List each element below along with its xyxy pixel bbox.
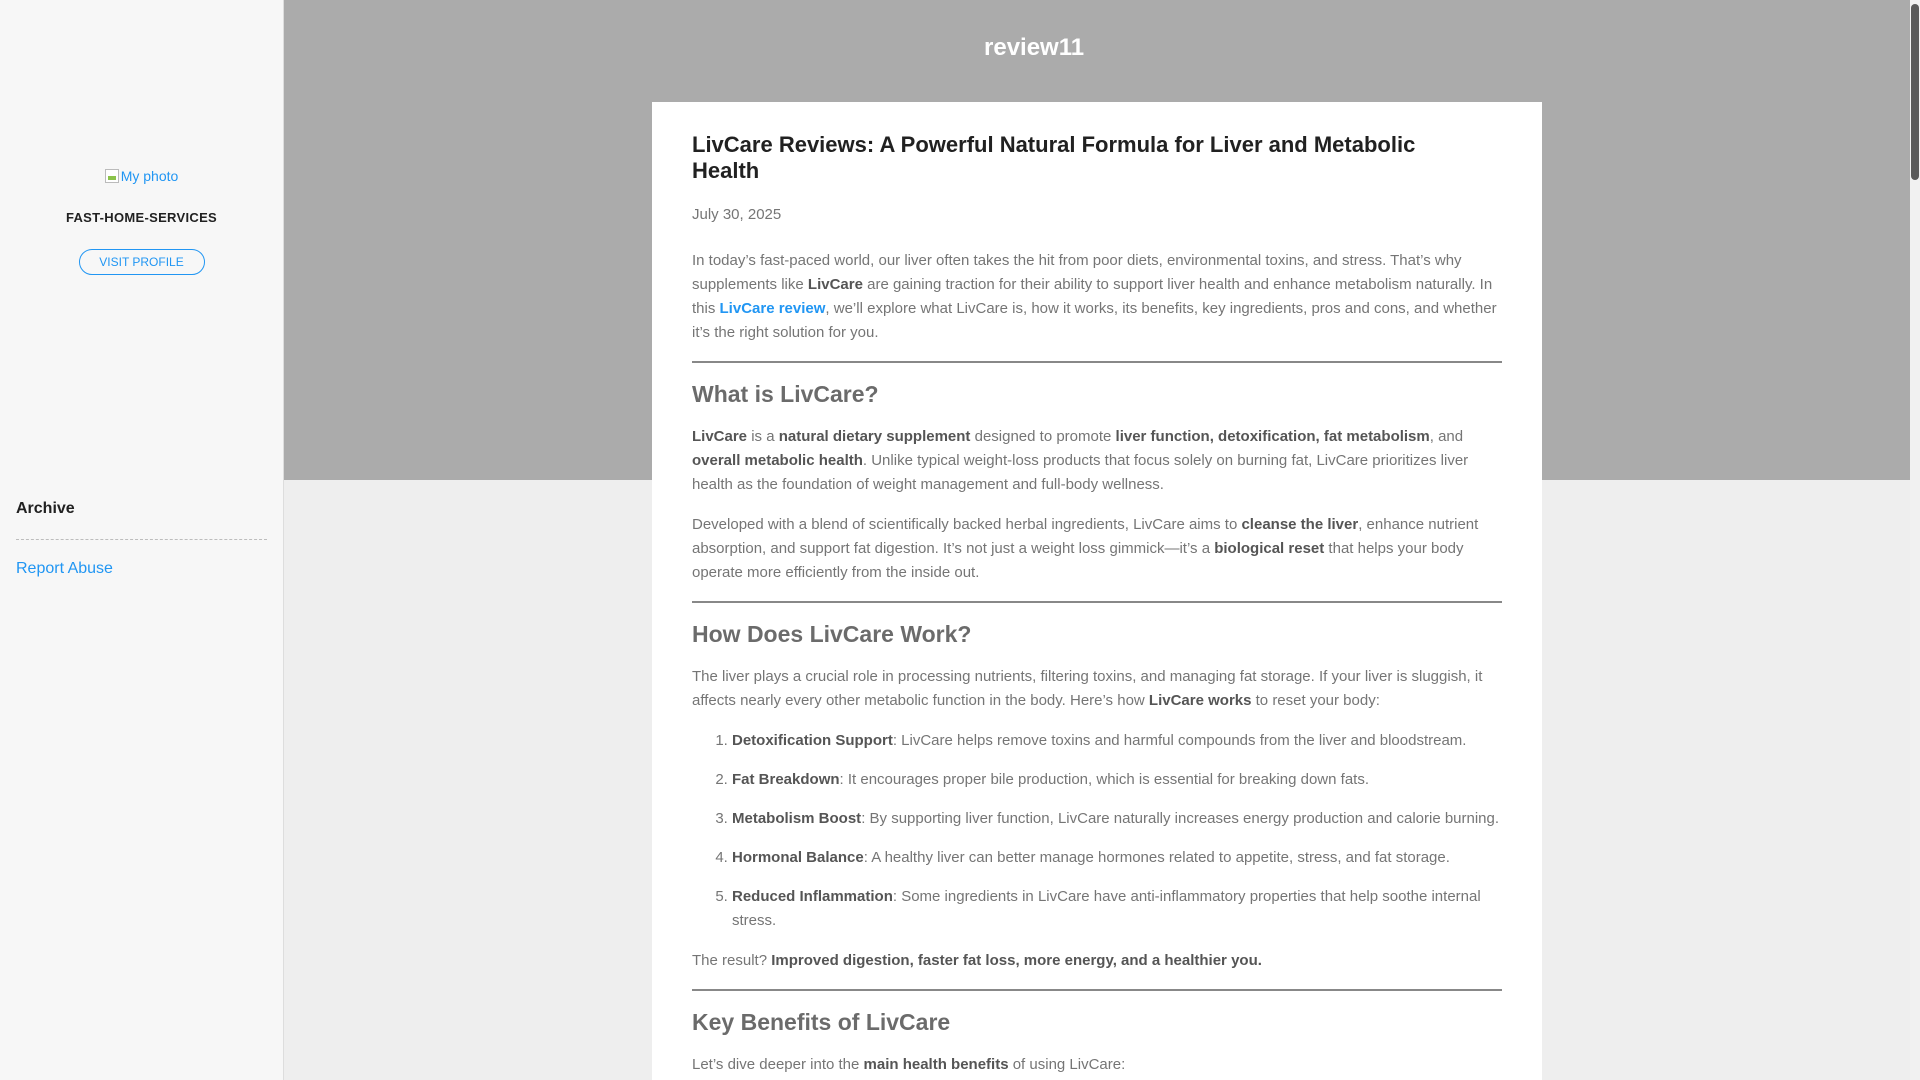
bold-text: Metabolism Boost bbox=[732, 810, 862, 827]
text: . Unlike typical weight-loss products that focus solely on burning fat, LivCare prioritizes liver health as the foundation of weight management and full-body wellness. bbox=[692, 452, 1469, 493]
text: is a bbox=[747, 428, 779, 445]
text: that helps your body operate more efficiently from the inside out. bbox=[692, 540, 1464, 581]
paragraph bbox=[692, 949, 1502, 973]
bold-text: overall metabolic health bbox=[692, 452, 863, 469]
list-item bbox=[732, 729, 1502, 753]
divider bbox=[692, 361, 1502, 363]
list-item bbox=[732, 885, 1502, 933]
list-item bbox=[732, 846, 1502, 870]
section-heading-how: How Does LivCare Work? bbox=[692, 621, 972, 647]
text: In today’s fast-paced world, our liver often takes the hit from poor diets, environmental toxins, and stress. That’s why supplements like bbox=[692, 252, 1462, 293]
divider bbox=[692, 601, 1502, 603]
post-body bbox=[692, 249, 1502, 1077]
profile-photo[interactable] bbox=[102, 164, 182, 188]
bold-text: cleanse the liver bbox=[1241, 516, 1359, 533]
bold-text: Hormonal Balance bbox=[732, 849, 864, 866]
text: of using LivCare: bbox=[1008, 1056, 1126, 1073]
bold-text: Improved digestion, faster fat loss, more energy, and a healthier you. bbox=[771, 952, 1262, 969]
blog-title[interactable]: review11 bbox=[984, 34, 1085, 61]
text: The result? bbox=[692, 952, 772, 969]
bold-text: Fat Breakdown bbox=[732, 771, 840, 788]
section-heading-what: What is LivCare? bbox=[692, 381, 879, 407]
text: designed to promote bbox=[970, 428, 1116, 445]
text: The liver plays a crucial role in processing nutrients, filtering toxins, and managing fat storage. If your liver is sluggish, it affects nearly every other metabolic function in the body. Here’s how bbox=[692, 668, 1483, 709]
divider bbox=[692, 989, 1502, 991]
list-item bbox=[732, 768, 1502, 792]
bold-text: LivCare bbox=[807, 276, 863, 293]
broken-image-icon bbox=[105, 169, 119, 183]
section-heading-benefits: Key Benefits of LivCare bbox=[692, 1009, 951, 1035]
bold-text: Detoxification Support bbox=[732, 732, 893, 749]
archive-title: Archive bbox=[16, 500, 267, 540]
text: Let’s dive deeper into the bbox=[692, 1056, 864, 1073]
page-scrollbar[interactable] bbox=[1910, 0, 1920, 1080]
profile-section bbox=[0, 0, 283, 480]
profile-name[interactable]: FAST-HOME-SERVICES bbox=[65, 210, 218, 225]
sidebar bbox=[0, 0, 284, 1080]
text: : Some ingredients in LivCare have anti-inflammatory properties that help soothe internal stress. bbox=[732, 888, 1481, 929]
paragraph bbox=[692, 1053, 1502, 1077]
intro-paragraph bbox=[692, 249, 1502, 345]
livcare-review-link[interactable]: LivCare review bbox=[719, 300, 826, 317]
text: , and bbox=[1429, 428, 1464, 445]
text: : A healthy liver can better manage hormones related to appetite, stress, and fat storage. bbox=[863, 849, 1450, 866]
archive-widget bbox=[0, 500, 283, 578]
text: Developed with a blend of scientifically backed herbal ingredients, LivCare aims to bbox=[692, 516, 1242, 533]
text: , we’ll explore what LivCare is, how it works, its benefits, key ingredients, pros and cons, and whether it’s the right solution for you. bbox=[692, 300, 1497, 341]
paragraph bbox=[692, 425, 1502, 497]
scrollbar-thumb[interactable] bbox=[1911, 4, 1919, 180]
post-date[interactable]: July 30, 2025 bbox=[692, 206, 782, 223]
profile-photo-alt: My photo bbox=[120, 168, 179, 184]
text: are gaining traction for their ability to support liver health and enhance metabolism naturally. In this bbox=[692, 276, 1493, 317]
bold-text: natural dietary supplement bbox=[778, 428, 971, 445]
text: : It encourages proper bile production, which is essential for breaking down fats. bbox=[839, 771, 1369, 788]
bold-text: Reduced Inflammation bbox=[732, 888, 893, 905]
post-card bbox=[652, 102, 1542, 1080]
text: : LivCare helps remove toxins and harmful compounds from the liver and bloodstream. bbox=[892, 732, 1467, 749]
visit-profile-button[interactable]: VISIT PROFILE bbox=[79, 249, 205, 275]
how-it-works-list bbox=[732, 729, 1502, 933]
report-abuse-link[interactable]: Report Abuse bbox=[16, 560, 113, 577]
bold-text: biological reset bbox=[1214, 540, 1325, 557]
bold-text: liver function, detoxification, fat metabolism bbox=[1115, 428, 1430, 445]
bold-text: LivCare bbox=[692, 428, 748, 445]
text: , enhance nutrient absorption, and support fat digestion. It’s not just a weight loss gimmick—it’s a bbox=[692, 516, 1479, 557]
bold-text: LivCare works bbox=[1148, 692, 1252, 709]
list-item bbox=[732, 807, 1502, 831]
bold-text: main health benefits bbox=[863, 1056, 1009, 1073]
post-title[interactable]: LivCare Reviews: A Powerful Natural Formula for Liver and Metabolic Health bbox=[692, 132, 1416, 183]
text: to reset your body: bbox=[1251, 692, 1380, 709]
paragraph bbox=[692, 665, 1502, 713]
text: : By supporting liver function, LivCare naturally increases energy production and calorie burning. bbox=[861, 810, 1500, 827]
paragraph bbox=[692, 513, 1502, 585]
